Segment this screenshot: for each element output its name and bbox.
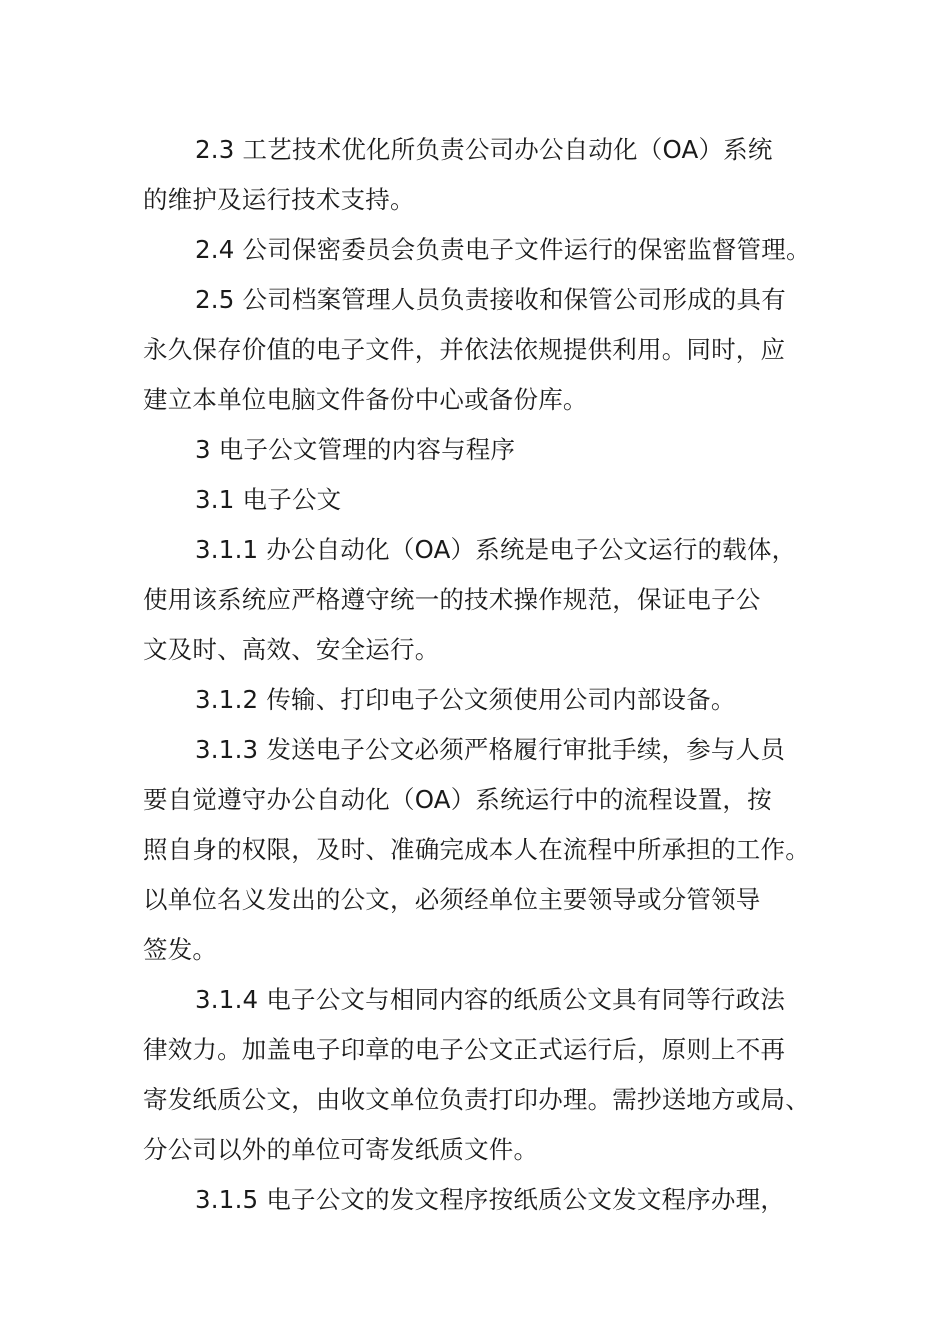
paragraph-2-4-line-1: 2.4 公司保密委员会负责电子文件运行的保密监督管理。 (195, 235, 811, 264)
paragraph-2-5-line-1: 2.5 公司档案管理人员负责接收和保管公司形成的具有 (195, 285, 786, 314)
paragraph-3-1-3-line-3: 照自身的权限，及时、准确完成本人在流程中所承担的工作。 (143, 835, 810, 864)
paragraph-3-1-4-line-2: 律效力。加盖电子印章的电子公文正式运行后，原则上不再 (143, 1035, 786, 1064)
paragraph-2-5-line-3: 建立本单位电脑文件备份中心或备份库。 (143, 385, 588, 414)
paragraph-3-1-4-line-4: 分公司以外的单位可寄发纸质文件。 (143, 1135, 539, 1164)
section-3-heading: 3 电子公文管理的内容与程序 (195, 435, 516, 464)
paragraph-3-1-4-line-3: 寄发纸质公文，由收文单位负责打印办理。需抄送地方或局、 (143, 1085, 810, 1114)
paragraph-3-1-3-line-2: 要自觉遵守办公自动化（OA）系统运行中的流程设置，按 (143, 785, 772, 814)
paragraph-2-3-line-2: 的维护及运行技术支持。 (143, 185, 415, 214)
paragraph-2-3-line-1: 2.3 工艺技术优化所负责公司办公自动化（OA）系统 (195, 135, 773, 164)
paragraph-3-1-2-line-1: 3.1.2 传输、打印电子公文须使用公司内部设备。 (195, 685, 736, 714)
paragraph-3-1-3-line-4: 以单位名义发出的公文，必须经单位主要领导或分管领导 (143, 885, 761, 914)
paragraph-3-1-3-line-5: 签发。 (143, 935, 218, 964)
paragraph-3-1-5-line-1: 3.1.5 电子公文的发文程序按纸质公文发文程序办理， (195, 1185, 786, 1214)
section-3-1-heading: 3.1 电子公文 (195, 485, 342, 514)
paragraph-3-1-1-line-3: 文及时、高效、安全运行。 (143, 635, 440, 664)
paragraph-3-1-3-line-1: 3.1.3 发送电子公文必须严格履行审批手续，参与人员 (195, 735, 786, 764)
paragraph-2-5-line-2: 永久保存价值的电子文件，并依法依规提供利用。同时，应 (143, 335, 786, 364)
paragraph-3-1-1-line-1: 3.1.1 办公自动化（OA）系统是电子公文运行的载体， (195, 535, 797, 564)
paragraph-3-1-4-line-1: 3.1.4 电子公文与相同内容的纸质公文具有同等行政法 (195, 985, 786, 1014)
paragraph-3-1-1-line-2: 使用该系统应严格遵守统一的技术操作规范，保证电子公 (143, 585, 761, 614)
